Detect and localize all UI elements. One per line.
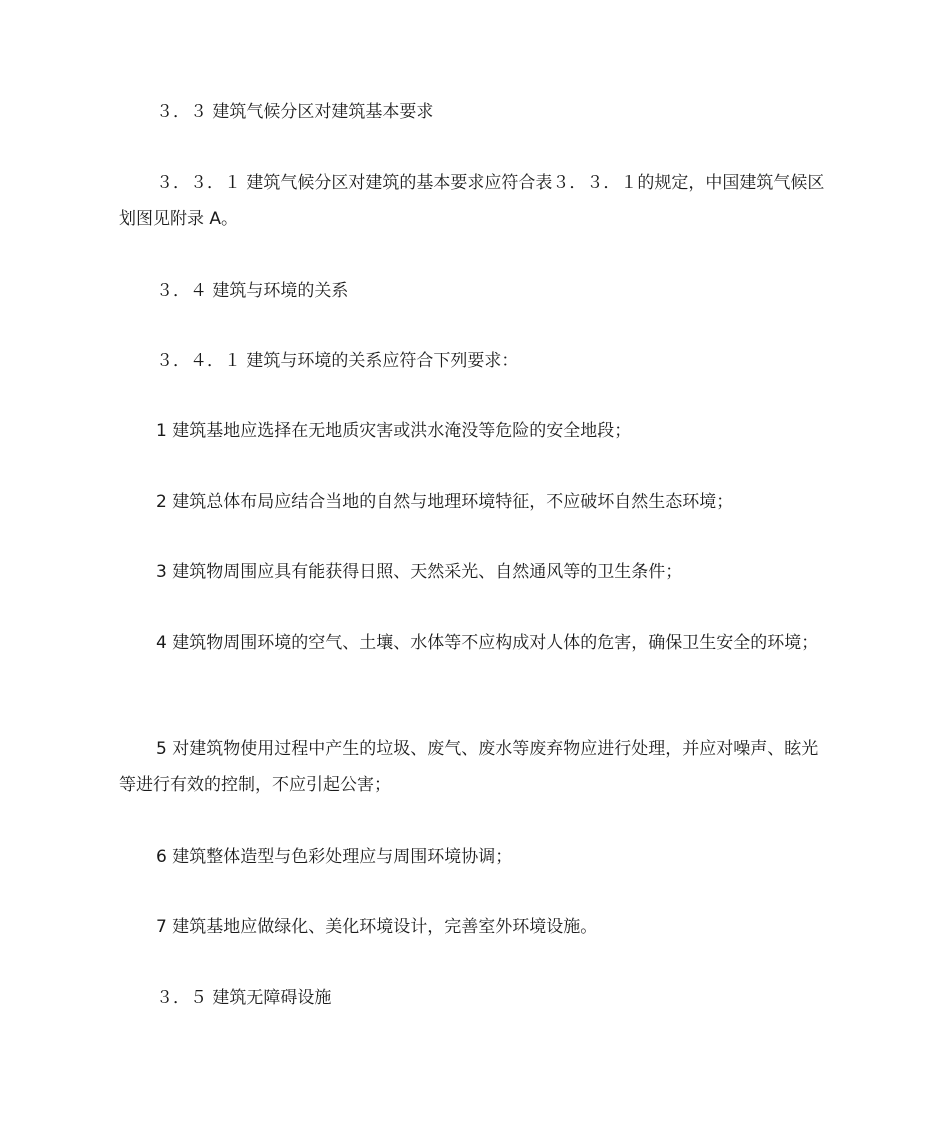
requirement-item-5: 5 对建筑物使用过程中产生的垃圾、废气、废水等废弃物应进行处理，并应对噪声、眩光等进行有效的控制，不应引起公害； (119, 739, 819, 795)
section-heading-3-5: ３．５ 建筑无障碍设施 (156, 988, 332, 1008)
requirement-item-6: 6 建筑整体造型与色彩处理应与周围环境协调； (156, 847, 513, 867)
clause-3-4-1: ３．４．１ 建筑与环境的关系应符合下列要求： (156, 351, 519, 371)
requirement-item-7: 7 建筑基地应做绿化、美化环境设计，完善室外环境设施。 (156, 917, 598, 937)
requirement-item-2: 2 建筑总体布局应结合当地的自然与地理环境特征，不应破坏自然生态环境； (156, 492, 734, 512)
clause-3-3-1: ３．３．１ 建筑气候分区对建筑的基本要求应符合表３．３．１的规定，中国建筑气候区划图见附录 A。 (119, 173, 825, 229)
requirement-item-1: 1 建筑基地应选择在无地质灾害或洪水淹没等危险的安全地段； (156, 421, 632, 441)
requirement-item-4: 4 建筑物周围环境的空气、土壤、水体等不应构成对人体的危害，确保卫生安全的环境； (156, 633, 819, 653)
section-heading-3-4: ３．４ 建筑与环境的关系 (156, 281, 349, 301)
requirement-item-3: 3 建筑物周围应具有能获得日照、天然采光、自然通风等的卫生条件； (156, 562, 683, 582)
section-heading-3-3: ３．３ 建筑气候分区对建筑基本要求 (156, 102, 434, 122)
